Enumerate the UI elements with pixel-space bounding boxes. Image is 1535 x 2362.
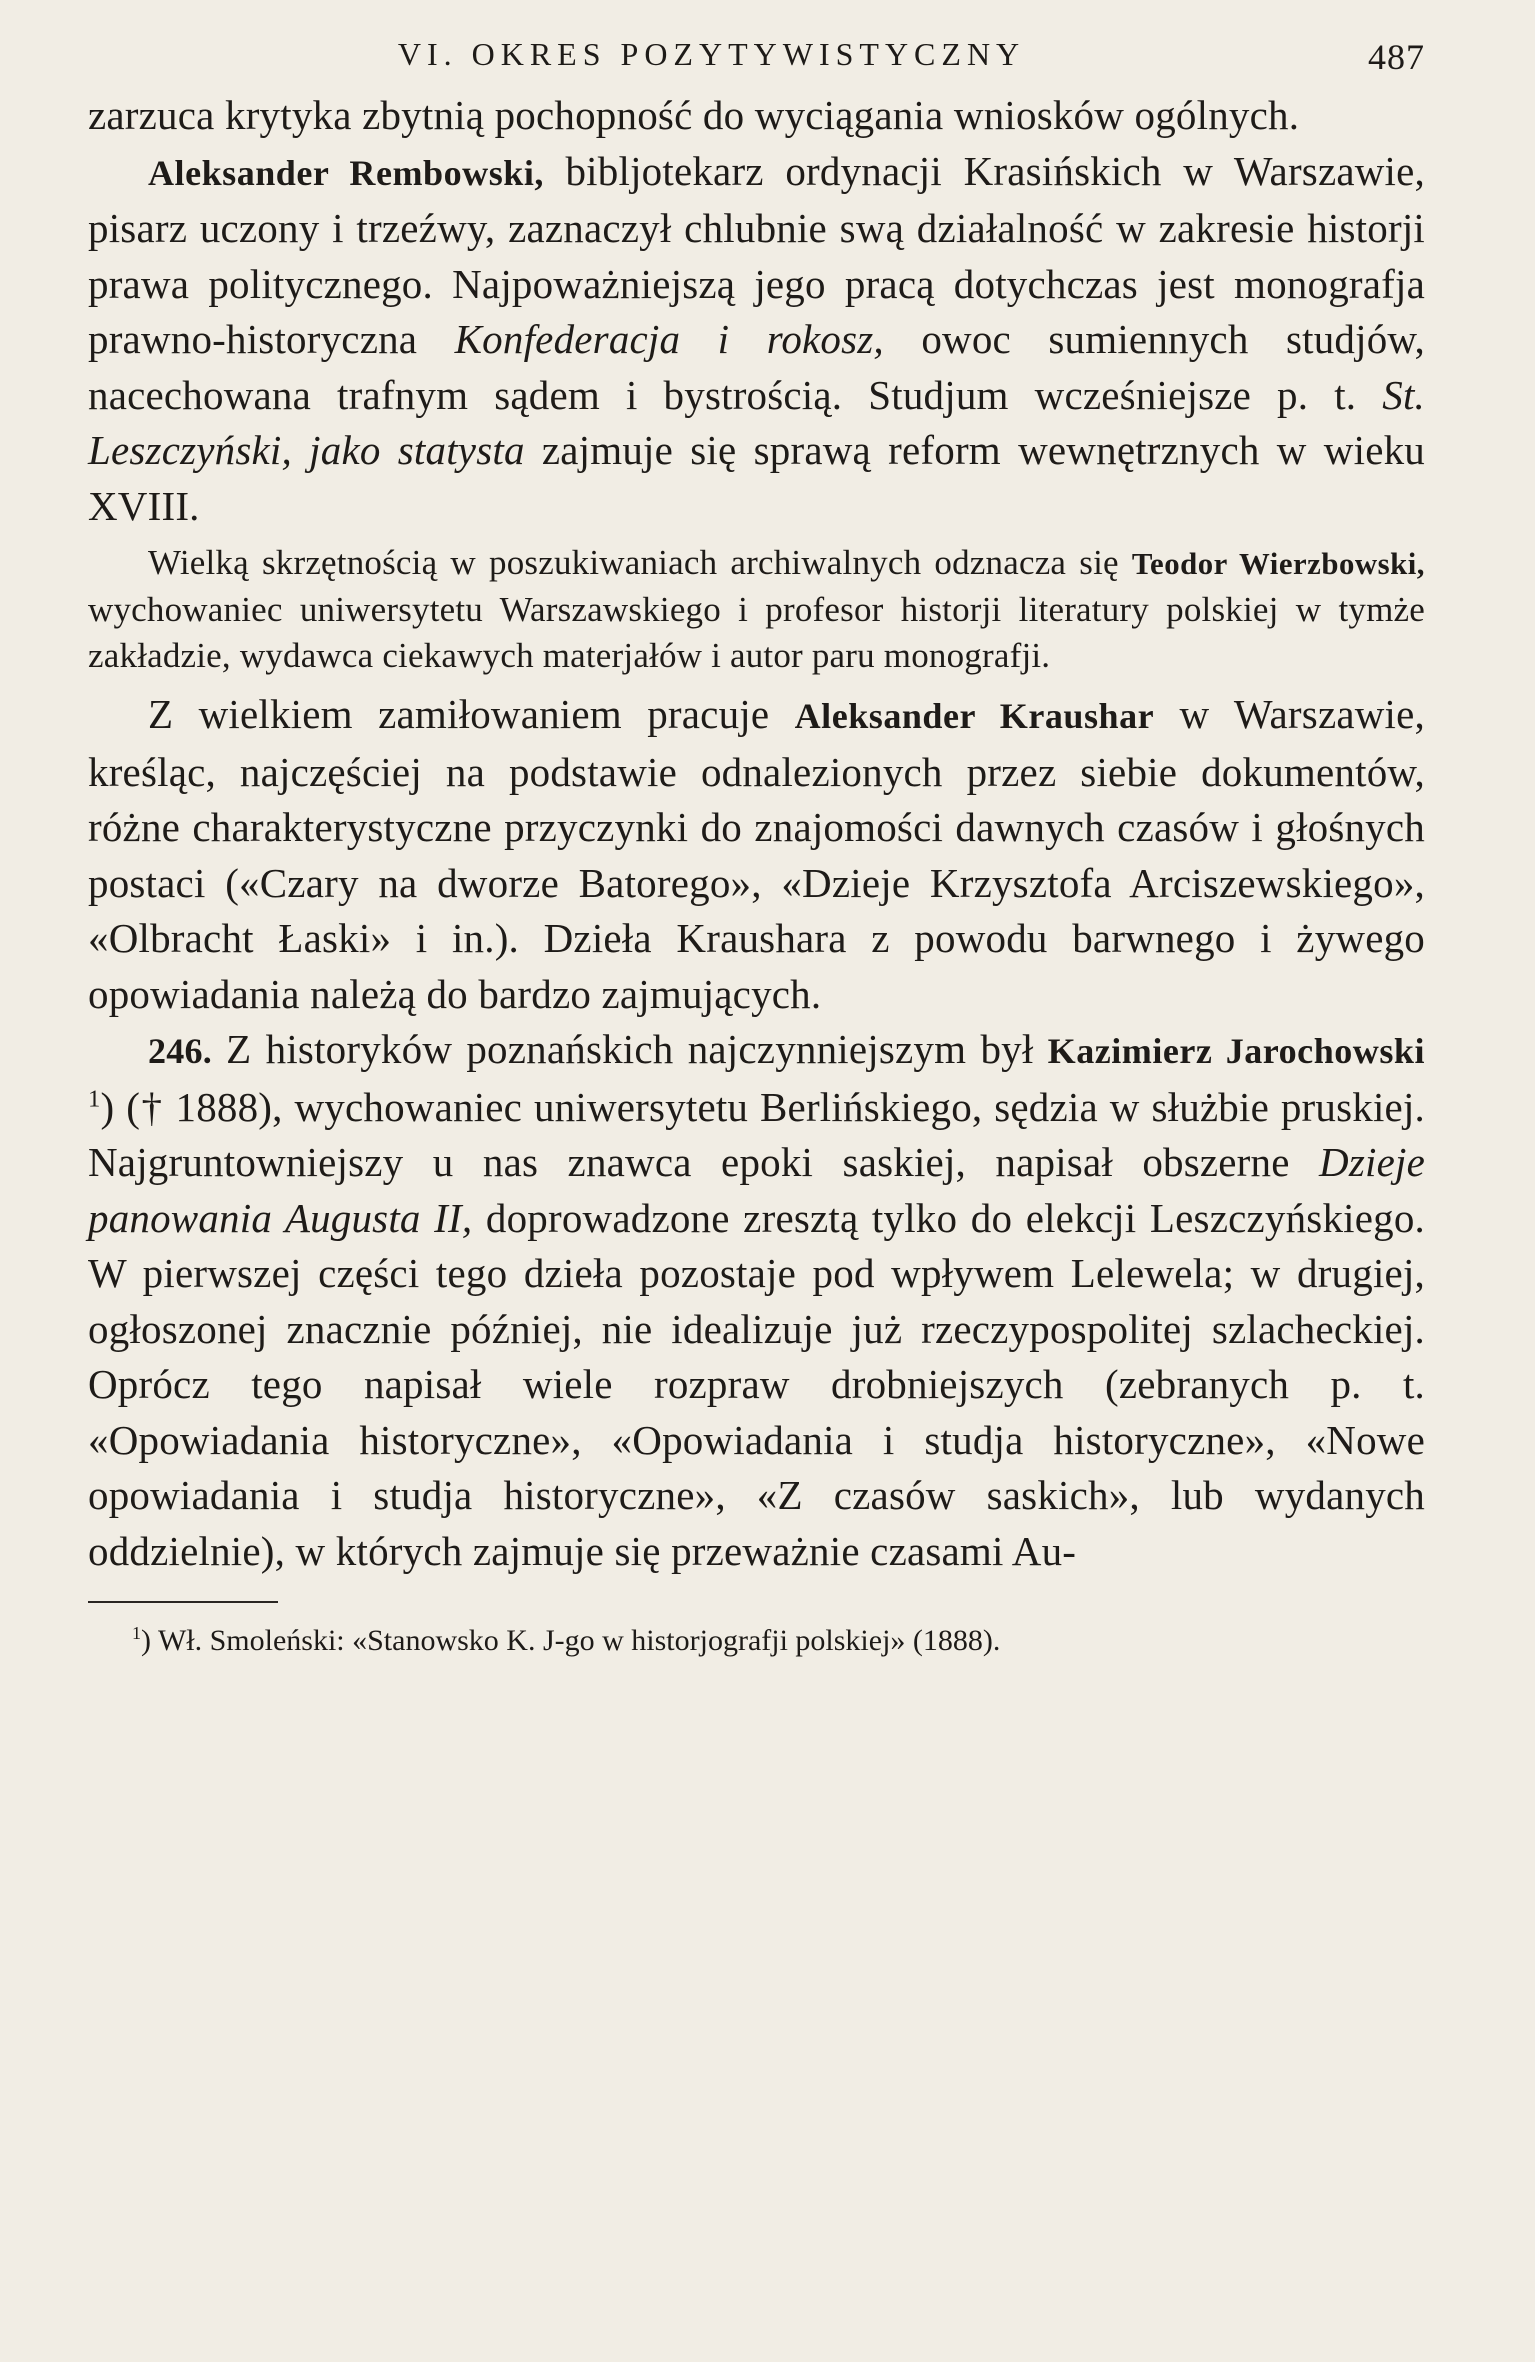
paragraph-text: zajmuje się sprawą reform wewnętrznych w wieku XVIII. — [88, 427, 1425, 529]
paragraph-text: wychowaniec uniwersytetu Warszawskiego i profesor historji literatury polskiej w tymże zakładzie, wydawca ciekawych materjałów i autor paru monografji. — [88, 590, 1425, 675]
paragraph-1 — [88, 88, 1425, 144]
author-name: Aleksander Rembowski, — [148, 152, 544, 193]
paragraph-1-text: zarzuca krytyka zbytnią pochopność do wyciągania wniosków ogólnych. — [88, 92, 1300, 138]
footnote-divider — [88, 1601, 278, 1603]
paragraph-text: Wielką skrzętnością w poszukiwaniach archiwalnych odznacza się — [148, 543, 1132, 582]
paragraph-text: Z historyków poznańskich najczynniejszym był — [211, 1026, 1048, 1072]
author-name: Aleksander Kraushar — [794, 696, 1155, 736]
paragraph-text: ) († 1888), wychowaniec uniwersytetu Berlińskiego, sędzia w służbie pruskiej. Najgruntowniejszy u nas znawca epoki saskiej, napisał obszerne — [88, 1083, 1425, 1185]
work-title: Konfederacja i rokosz, — [454, 316, 884, 362]
footnote-mark: 1 — [132, 1623, 141, 1643]
paragraph-wierzbowski — [88, 540, 1425, 679]
footnote-reference[interactable]: 1 — [88, 1084, 101, 1112]
author-name: Kazimierz Jarochowski — [1047, 1031, 1425, 1071]
page-number: 487 — [1368, 37, 1425, 77]
footnote-text: ) Wł. Smoleński: «Stanowsko K. J-go w historjografji polskiej» (1888). — [141, 1624, 1001, 1657]
paragraph-text: bibljotekarz ordynacji Krasińskich w Warszawie, pisarz uczony i trzeźwy, zaznaczył chlubnie swą działalność w zakresie historji prawa politycznego. Najpoważniejszą jego pracą dotychczas jest monografja prawno-historyczna — [88, 147, 1425, 362]
running-header — [88, 30, 1425, 88]
body-text — [88, 88, 1425, 1579]
paragraph-kraushar — [88, 687, 1425, 1022]
section-number: 246. — [148, 1031, 212, 1071]
paragraph-text: doprowadzone zresztą tylko do elekcji Leszczyńskiego. W pierwszej części tego dzieła pozostaje pod wpływem Lelewela; w drugiej, ogłoszonej znacznie później, nie idealizuje już rzeczypospolitej szlacheckiej. Oprócz tego napisał wiele rozpraw drobniejszych (zebranych p. t. «Opowiadania historyczne», «Opowiadania i studja historyczne», «Nowe opowiadania i studja historyczne», «Z czasów saskich», lub wydanych oddzielnie), w których zajmuje się przeważnie czasami Au- — [88, 1194, 1425, 1574]
author-name: Teodor Wierzbowski, — [1131, 547, 1425, 581]
paragraph-rembowski — [88, 144, 1425, 535]
running-title: VI. OKRES POZYTYWISTYCZNY — [397, 36, 1026, 72]
footnote — [88, 1621, 1425, 1661]
paragraph-text: owoc sumiennych studjów, nacechowana trafnym sądem i bystrością. Studjum wcześniejsze p. t. — [88, 316, 1425, 418]
work-title: St. Leszczyński, jako statysta — [88, 371, 1425, 473]
paragraph-text: w Warszawie, kreśląc, najczęściej na podstawie odnalezionych przez siebie dokumentów, różne charakterystyczne przyczynki do znajomości dawnych czasów i głośnych postaci («Czary na dworze Batorego», «Dzieje Krzysztofa Arciszewskiego», «Olbracht Łaski» i in.). Dzieła Kraushara z powodu barwnego i żywego opowiadania należą do bardzo zajmujących. — [88, 691, 1425, 1017]
paragraph-text: Z wielkiem zamiłowaniem pracuje — [148, 691, 795, 737]
paragraph-jarochowski — [88, 1022, 1425, 1579]
work-title: Dzieje panowania Augusta II, — [88, 1139, 1425, 1241]
